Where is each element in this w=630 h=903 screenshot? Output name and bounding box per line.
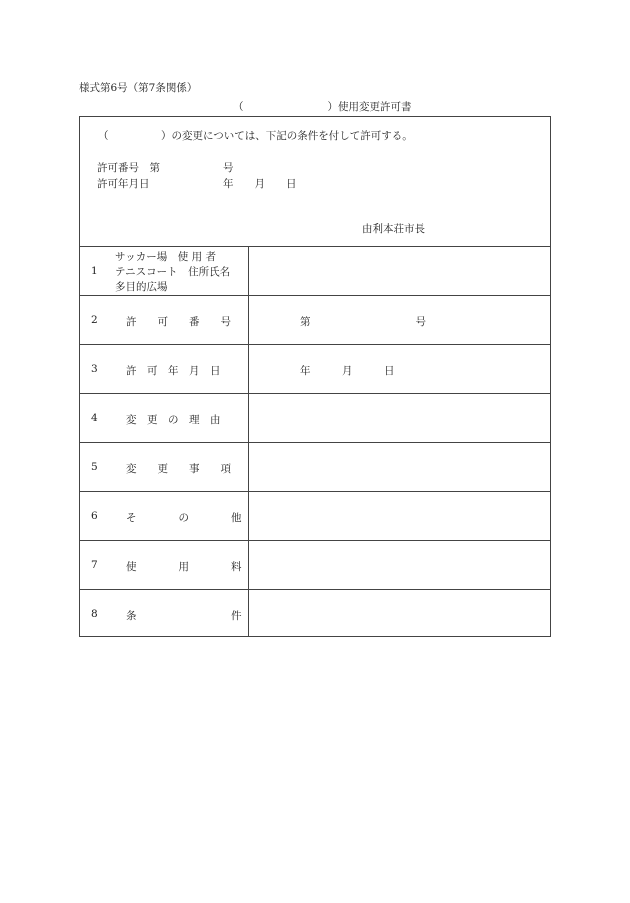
- permit-date-label: 許可年月日 年 月 日: [97, 178, 297, 190]
- row-value: 第 号: [300, 316, 426, 328]
- row-divider: [80, 442, 550, 443]
- issuer: 由利本荘市長: [362, 223, 425, 235]
- row-number: 1: [91, 265, 98, 277]
- row-number: 4: [91, 412, 98, 424]
- row-number: 6: [91, 510, 98, 522]
- row-number: 3: [91, 363, 98, 375]
- row-divider: [80, 295, 550, 296]
- row-label: 条 件: [126, 610, 242, 622]
- row-number: 2: [91, 314, 98, 326]
- row-divider: [80, 246, 550, 247]
- column-divider: [248, 247, 249, 636]
- row-label: サッカー場 使 用 者: [115, 251, 216, 263]
- row-label: 使 用 料: [126, 561, 242, 573]
- notice-line: （ ）の変更については、下記の条件を付して許可する。: [98, 130, 413, 142]
- permit-number-label: 許可番号 第 号: [97, 162, 234, 174]
- row-number: 5: [91, 461, 98, 473]
- row-label: 変 更 の 理 由: [126, 414, 221, 426]
- row-label: そ の 他: [126, 512, 242, 524]
- row-number: 7: [91, 559, 98, 571]
- form-code: 様式第6号（第7条関係）: [79, 82, 198, 94]
- row-divider: [80, 540, 550, 541]
- row-label: テニスコート 住所氏名: [115, 266, 231, 278]
- row-divider: [80, 589, 550, 590]
- permit-form-table: [79, 116, 551, 637]
- row-divider: [80, 491, 550, 492]
- row-number: 8: [91, 608, 98, 620]
- row-label: 許 可 番 号: [126, 316, 231, 328]
- row-label: 許 可 年 月 日: [126, 365, 221, 377]
- row-label: 変 更 事 項: [126, 463, 231, 475]
- row-divider: [80, 344, 550, 345]
- document-title: （ ）使用変更許可書: [233, 101, 412, 113]
- row-value: 年 月 日: [300, 365, 395, 377]
- row-label: 多目的広場: [115, 281, 168, 293]
- row-divider: [80, 393, 550, 394]
